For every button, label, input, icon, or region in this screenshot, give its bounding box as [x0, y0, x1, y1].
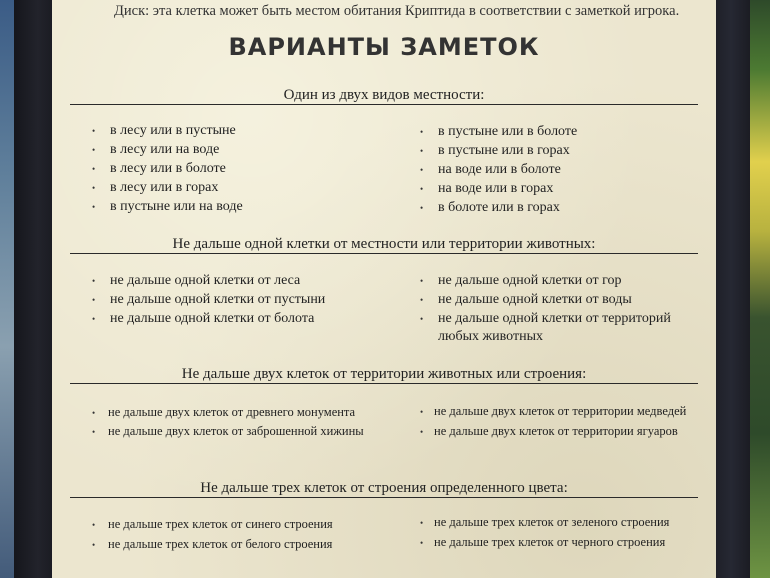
list-item: не дальше трех клеток от черного строения [434, 535, 666, 549]
list-item: не дальше двух клеток от территории медведей [434, 404, 687, 418]
list-item: в лесу или в болоте [110, 161, 226, 176]
list-item: не дальше одной клетки от леса [110, 273, 301, 288]
bullet: • [92, 540, 96, 550]
list-item: в пустыне или в болоте [438, 124, 578, 139]
list-item: в пустыне или в горах [438, 143, 570, 158]
list-item: не дальше одной клетки от воды [438, 292, 632, 307]
list-item: в лесу или в горах [110, 180, 219, 195]
section-divider [70, 104, 698, 105]
list-item: не дальше трех клеток от зеленого строения [434, 515, 670, 529]
bullet: • [420, 407, 424, 417]
list-item: не дальше одной клетки от территорий [438, 311, 671, 326]
page-title: ВАРИАНТЫ ЗАМЕТОК [228, 33, 540, 61]
bullet: • [420, 538, 424, 548]
list-item: на воде или в горах [438, 181, 554, 196]
bullet: • [92, 427, 96, 437]
section-heading-terrain: Один из двух видов местности: [283, 87, 485, 103]
bullet: • [92, 520, 96, 530]
list-item: не дальше одной клетки от гор [438, 273, 622, 288]
bullet: • [420, 203, 424, 213]
list-item-continuation: любых животных [438, 329, 543, 344]
bullet: • [92, 164, 96, 174]
bullet: • [92, 183, 96, 193]
list-item: в пустыне или на воде [110, 199, 243, 214]
bullet: • [92, 408, 96, 418]
section-heading-two-cells: Не дальше двух клеток от территории животных или строения: [181, 366, 587, 382]
bullet: • [420, 165, 424, 175]
bullet: • [92, 295, 96, 305]
section-heading-one-cell: Не дальше одной клетки от местности или территории животных: [172, 236, 596, 252]
list-item: в лесу или в пустыне [110, 123, 236, 138]
bullet: • [420, 427, 424, 437]
list-item: не дальше двух клеток от заброшенной хижины [108, 424, 364, 438]
bullet: • [92, 202, 96, 212]
section-divider [70, 253, 698, 254]
list-item: не дальше трех клеток от синего строения [108, 517, 333, 531]
bullet: • [420, 518, 424, 528]
section-heading-three-cells: Не дальше трех клеток от строения определенного цвета: [200, 480, 568, 496]
bullet: • [420, 184, 424, 194]
background-right-edge [750, 0, 770, 578]
background-left-edge [0, 0, 14, 578]
list-item: не дальше двух клеток от территории ягуаров [434, 424, 678, 438]
section-divider [70, 383, 698, 384]
bullet: • [420, 314, 424, 324]
bullet: • [420, 295, 424, 305]
rules-sheet [52, 0, 716, 578]
bullet: • [420, 127, 424, 137]
bullet: • [92, 145, 96, 155]
list-item: не дальше трех клеток от белого строения [108, 537, 333, 551]
bullet: • [420, 276, 424, 286]
list-item: на воде или в болоте [438, 162, 561, 177]
list-item: не дальше одной клетки от болота [110, 311, 315, 326]
bullet: • [92, 276, 96, 286]
board-frame-right [712, 0, 750, 578]
section-divider [70, 497, 698, 498]
list-item: в болоте или в горах [438, 200, 560, 215]
board-frame-left [14, 0, 54, 578]
bullet: • [92, 314, 96, 324]
list-item: не дальше одной клетки от пустыни [110, 292, 326, 307]
list-item: не дальше двух клеток от древнего монумента [108, 405, 356, 419]
list-item: в лесу или на воде [110, 142, 220, 157]
intro-text: Диск: эта клетка может быть местом обитания Криптида в соответствии с заметкой игрока. [114, 3, 680, 19]
bullet: • [420, 146, 424, 156]
bullet: • [92, 126, 96, 136]
